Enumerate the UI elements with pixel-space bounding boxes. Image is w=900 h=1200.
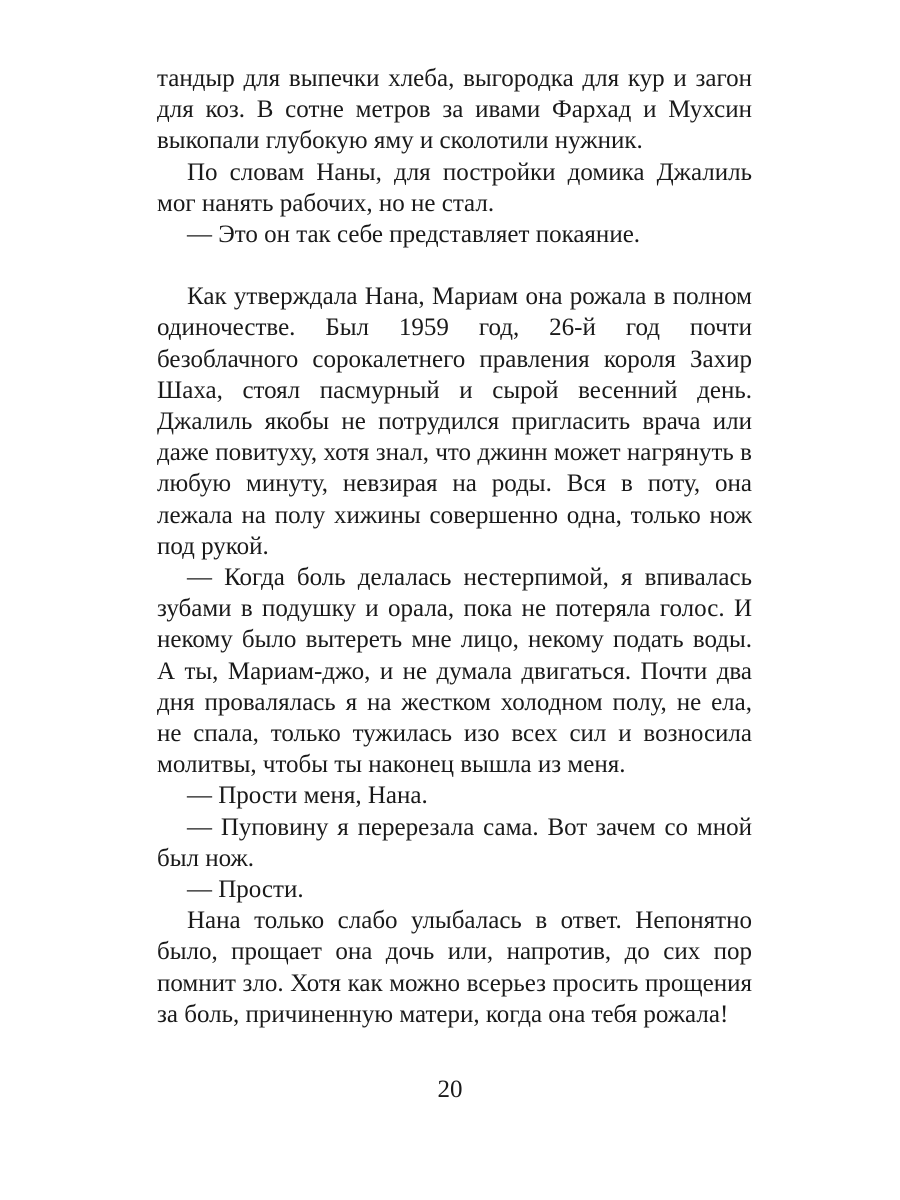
dialogue-line: — Прости меня, Нана.: [187, 782, 428, 810]
paragraph: Нана только слабо улыбалась в ответ. Непонятно было, прощает она дочь или, напротив, до сих пор помнит зло. Хотя как можно всерьез просить прощения за боль, причиненную матери, когда она тебя рожала!: [157, 907, 752, 1028]
paragraph-continuation: тандыр для выпечки хлеба, выгородка для кур и загон для коз. В сотне метров за ивами Фархад и Мухсин выкопали глубокую яму и сколотили нужник.: [157, 65, 752, 155]
paragraph: Как утверждала Нана, Мариам она рожала в полном одиночестве. Был 1959 год, 26-й год почти безоблачного сорокалетнего правления короля Захир Шаха, стоял пасмурный и сырой весенний день. Джалиль якобы не потрудился пригласить врача или даже повитуху, хотя знал, что джинн может нагрянуть в любую минуту, невзирая на роды. Вся в поту, она лежала на полу хижины совершенно одна, только нож под рукой.: [157, 283, 752, 560]
paragraph: По словам Наны, для постройки домика Джалиль мог нанять рабочих, но не стал.: [157, 158, 752, 217]
dialogue-line: — Это он так себе представляет покаяние.: [187, 221, 641, 249]
dialogue-line: — Когда боль делалась нестерпимой, я впивалась зубами в подушку и орала, пока не потеряла голос. И некому было вытереть мне лицо, некому подать воды. А ты, Мариам-джо, и не думала двигаться. Почти два дня провалялась я на жестком холодном полу, не ела, не спала, только тужилась изо всех сил и возносила молитвы, чтобы ты наконец вышла из меня.: [157, 564, 752, 779]
page-body-text: [157, 63, 752, 1030]
dialogue-line: — Пуповину я перерезала сама. Вот зачем со мной был нож.: [157, 813, 752, 872]
page-number: 20: [437, 1076, 463, 1103]
dialogue-line: — Прости.: [187, 876, 304, 904]
section-break: [157, 250, 752, 281]
